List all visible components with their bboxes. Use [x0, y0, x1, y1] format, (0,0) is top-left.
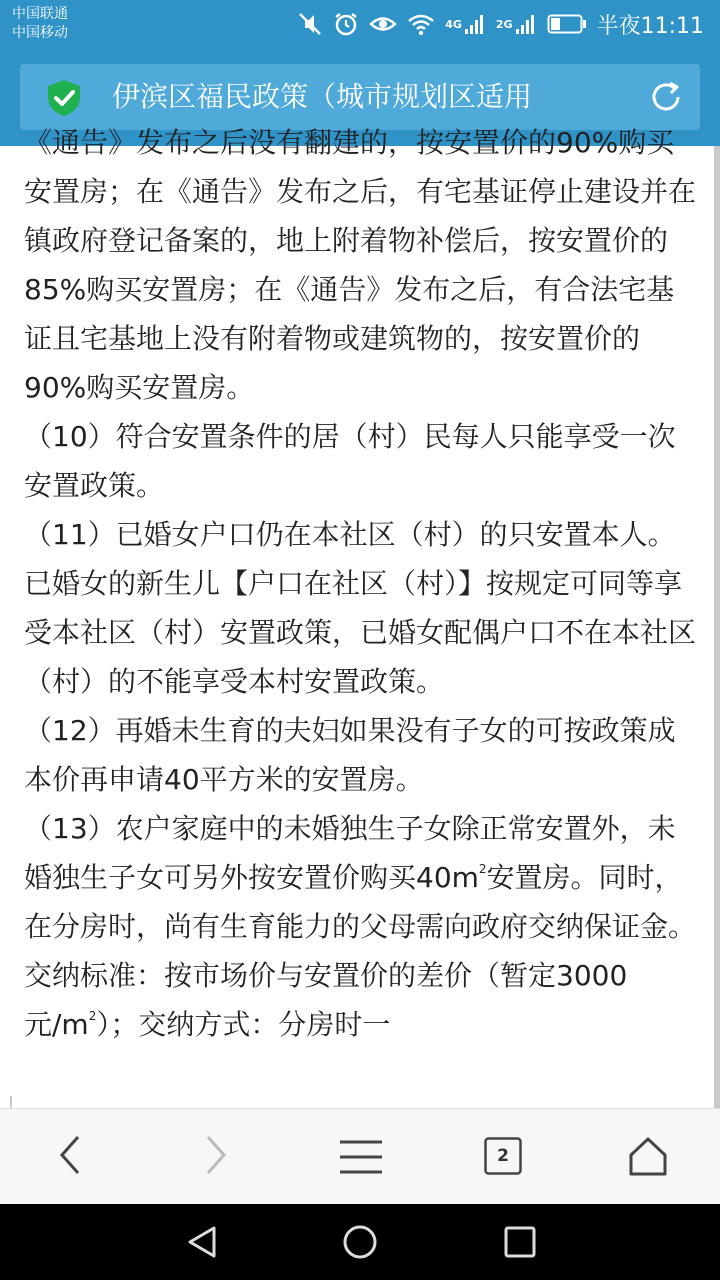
forward-button[interactable]	[198, 1133, 234, 1181]
article-content[interactable]	[0, 126, 720, 1108]
page-title[interactable]: 伊滨区福民政策（城市规划区适用	[112, 80, 533, 113]
paragraph: （11）已婚女户口仍在本社区（村）的只安置本人。已婚女的新生儿【户口在社区（村）】按规定可同等享受本社区（村）安置政策，已婚女配偶户口不在本社区（村）的不能享受本村安置政策。	[24, 518, 697, 698]
content-edge	[10, 1096, 12, 1108]
network-type-1: 4G	[445, 17, 462, 31]
carrier-2: 中国移动	[12, 25, 68, 41]
text-run: ）；交纳方式：分房时一	[96, 1008, 391, 1041]
menu-button[interactable]	[338, 1139, 384, 1179]
nav-back-icon[interactable]	[184, 1224, 220, 1264]
alarm-icon	[333, 11, 359, 37]
article-text	[24, 118, 700, 1049]
text-run: （13）农户家庭中的未婚独生子女除正常安置外，未婚独生子女可另外按安置价购买40m	[24, 812, 676, 894]
wifi-icon	[407, 12, 435, 36]
browser-toolbar	[0, 1108, 720, 1205]
superscript: 2	[88, 1009, 97, 1023]
back-button[interactable]	[52, 1133, 88, 1181]
scroll-edge	[714, 146, 720, 1108]
home-button[interactable]	[628, 1135, 668, 1181]
nav-home-icon[interactable]	[342, 1224, 378, 1264]
mute-icon	[297, 11, 323, 37]
paragraph: （10）符合安置条件的居（村）民每人只能享受一次安置政策。	[24, 420, 676, 502]
status-icons	[297, 0, 704, 48]
network-type-2: 2G	[495, 17, 513, 31]
carrier-1: 中国联通	[12, 6, 68, 22]
text-run: 安置房。同时，在分房时，尚有生育能力的父母需向政府交纳保证金。交纳标准：按市场价与安置价的差价（暂定3000元/m	[24, 861, 697, 1041]
signal-icon	[445, 13, 486, 35]
signal-icon	[496, 13, 537, 35]
carrier-info	[12, 5, 68, 43]
tab-count: 2	[497, 1146, 509, 1166]
battery-icon	[547, 13, 587, 35]
reload-icon[interactable]	[646, 77, 686, 121]
paragraph	[24, 804, 700, 1049]
nav-recents-icon[interactable]	[502, 1224, 538, 1264]
security-shield-icon[interactable]	[46, 79, 82, 121]
clock: 半夜11:11	[596, 13, 704, 39]
eye-icon	[369, 13, 397, 35]
paragraph: 《通告》发布之后没有翻建的，按安置价的90%购买安置房；在《通告》发布之后，有宅基证停止建设并在镇政府登记备案的，地上附着物补偿后，按安置价的85%购买安置房；在《通告》发布之后，有合法宅基证且宅基地上没有附着物或建筑物的，按安置价的90%购买安置房。	[24, 126, 697, 404]
paragraph: （12）再婚未生育的夫妇如果没有子女的可按政策成本价再申请40平方米的安置房。	[24, 714, 676, 796]
status-bar	[0, 0, 720, 48]
system-nav-bar	[0, 1204, 720, 1280]
superscript: 2	[478, 862, 487, 876]
